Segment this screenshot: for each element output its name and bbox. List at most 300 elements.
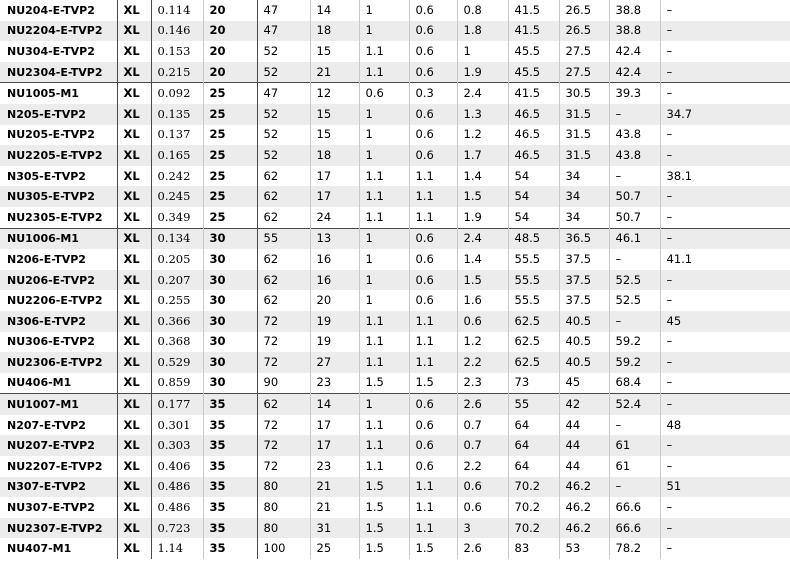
mass-cell: 0.303 xyxy=(151,435,203,456)
designation-cell: NU307-E-TVP2 xyxy=(0,497,117,518)
chamfer-r-cell: 1.5 xyxy=(359,518,409,539)
axial-displacement-cell: 2.3 xyxy=(457,373,508,394)
bore-cell: 35 xyxy=(203,456,257,477)
mass-cell: 0.245 xyxy=(151,186,203,207)
mass-cell: 0.486 xyxy=(151,497,203,518)
axial-displacement-cell: 2.2 xyxy=(457,456,508,477)
material-cell: XL xyxy=(117,207,151,228)
dimension-d1-cell: 46.1 xyxy=(609,228,660,249)
dimension-e1-cell: – xyxy=(666,127,673,142)
width-cell: 17 xyxy=(310,415,359,436)
mass-cell: 0.134 xyxy=(151,228,203,249)
mass-cell: 0.207 xyxy=(151,270,203,291)
chamfer-r1-cell: 0.6 xyxy=(409,62,457,83)
table-row xyxy=(0,394,790,415)
table-row xyxy=(0,104,790,125)
width-cell: 21 xyxy=(310,477,359,498)
mass-cell: 0.114 xyxy=(151,0,203,21)
dimension-e1-cell: – xyxy=(666,43,673,58)
material-cell: XL xyxy=(117,41,151,62)
mass-cell: 0.137 xyxy=(151,125,203,146)
dimension-f-cell: 26.5 xyxy=(559,0,609,21)
dimension-f-cell: 46.2 xyxy=(559,477,609,498)
dimension-e-cell: 70.2 xyxy=(508,477,559,498)
chamfer-r-cell: 1 xyxy=(359,290,409,311)
table-row xyxy=(0,477,790,498)
table-row xyxy=(0,249,790,270)
dimension-e-cell: 73 xyxy=(508,373,559,394)
dimension-d1-cell: 42.4 xyxy=(609,41,660,62)
dimension-e1-cell: 45 xyxy=(660,311,790,332)
chamfer-r-cell: 1.1 xyxy=(359,435,409,456)
mass-cell: 0.255 xyxy=(151,290,203,311)
table-row xyxy=(0,62,790,83)
material-cell: XL xyxy=(117,373,151,394)
axial-displacement-cell: 1.5 xyxy=(457,186,508,207)
dimension-f-cell: 27.5 xyxy=(559,62,609,83)
dimension-d1-cell: – xyxy=(609,415,660,436)
outer-diameter-cell: 62 xyxy=(257,166,310,187)
chamfer-r1-cell: 0.6 xyxy=(409,145,457,166)
mass-cell: 0.153 xyxy=(151,41,203,62)
bore-cell: 35 xyxy=(203,415,257,436)
dimension-e-cell: 41.5 xyxy=(508,21,559,42)
dimension-f-cell: 37.5 xyxy=(559,270,609,291)
designation-cell: NU1007-M1 xyxy=(0,394,117,415)
chamfer-r-cell: 1 xyxy=(359,104,409,125)
dimension-d1-cell: 50.7 xyxy=(609,207,660,228)
bore-cell: 30 xyxy=(203,228,257,249)
material-cell: XL xyxy=(117,186,151,207)
bore-cell: 25 xyxy=(203,83,257,104)
axial-displacement-cell: 0.7 xyxy=(457,415,508,436)
chamfer-r-cell: 1.1 xyxy=(359,207,409,228)
axial-displacement-cell: 1.7 xyxy=(457,145,508,166)
chamfer-r-cell: 1.1 xyxy=(359,166,409,187)
mass-cell: 0.301 xyxy=(151,415,203,436)
material-cell: XL xyxy=(117,62,151,83)
chamfer-r1-cell: 1.1 xyxy=(409,332,457,353)
bore-cell: 35 xyxy=(203,435,257,456)
dimension-e1-cell: – xyxy=(660,228,790,249)
dimension-f-cell: 31.5 xyxy=(559,145,609,166)
outer-diameter-cell: 72 xyxy=(257,435,310,456)
width-cell: 19 xyxy=(310,332,359,353)
bore-cell: 25 xyxy=(203,104,257,125)
dimension-d1-cell: – xyxy=(609,311,660,332)
dimension-e-cell: 55.5 xyxy=(508,290,559,311)
bore-cell: 30 xyxy=(203,290,257,311)
chamfer-r-cell: 1.1 xyxy=(359,415,409,436)
bore-cell: 30 xyxy=(203,249,257,270)
axial-displacement-cell: 1.2 xyxy=(457,332,508,353)
axial-displacement-cell: 1.5 xyxy=(457,270,508,291)
dimension-d1-cell: 66.6 xyxy=(609,518,660,539)
dimension-e-cell: 70.2 xyxy=(508,518,559,539)
mass-cell: 0.406 xyxy=(151,456,203,477)
designation-cell: NU207-E-TVP2 xyxy=(0,435,117,456)
bore-cell: 35 xyxy=(203,497,257,518)
dimension-e1-cell: – xyxy=(666,209,673,224)
dimension-f-cell: 37.5 xyxy=(559,249,609,270)
outer-diameter-cell: 80 xyxy=(257,518,310,539)
chamfer-r-cell: 1.5 xyxy=(359,497,409,518)
bore-cell: 30 xyxy=(203,332,257,353)
dimension-e1-cell: – xyxy=(660,270,790,291)
dimension-d1-cell: 68.4 xyxy=(609,373,660,394)
dimension-e1-cell: – xyxy=(660,145,790,166)
dimension-e1-cell: 48 xyxy=(666,417,682,432)
outer-diameter-cell: 62 xyxy=(257,290,310,311)
axial-displacement-cell: 1.6 xyxy=(457,290,508,311)
dimension-e-cell: 64 xyxy=(508,456,559,477)
table-row xyxy=(0,270,790,291)
dimension-e-cell: 45.5 xyxy=(508,41,559,62)
dimension-e1-cell: – xyxy=(666,334,673,349)
table-row xyxy=(0,41,790,62)
material-cell: XL xyxy=(117,477,151,498)
designation-cell: N305-E-TVP2 xyxy=(0,166,117,187)
dimension-f-cell: 53 xyxy=(559,538,609,559)
dimension-e-cell: 41.5 xyxy=(508,83,559,104)
designation-cell: N207-E-TVP2 xyxy=(0,415,117,436)
table-row xyxy=(0,145,790,166)
axial-displacement-cell: 1.9 xyxy=(457,207,508,228)
width-cell: 31 xyxy=(310,518,359,539)
mass-cell: 0.368 xyxy=(151,332,203,353)
chamfer-r-cell: 0.6 xyxy=(359,83,409,104)
dimension-e-cell: 62.5 xyxy=(508,352,559,373)
axial-displacement-cell: 1.9 xyxy=(457,62,508,83)
chamfer-r1-cell: 1.1 xyxy=(409,207,457,228)
chamfer-r-cell: 1.1 xyxy=(359,352,409,373)
chamfer-r1-cell: 0.6 xyxy=(409,104,457,125)
width-cell: 14 xyxy=(310,0,359,21)
chamfer-r1-cell: 0.6 xyxy=(409,0,457,21)
outer-diameter-cell: 52 xyxy=(257,104,310,125)
outer-diameter-cell: 80 xyxy=(257,497,310,518)
dimension-f-cell: 37.5 xyxy=(559,290,609,311)
axial-displacement-cell: 2.6 xyxy=(457,538,508,559)
chamfer-r1-cell: 1.1 xyxy=(409,477,457,498)
mass-cell: 0.092 xyxy=(151,83,203,104)
designation-cell: NU2307-E-TVP2 xyxy=(0,518,117,539)
material-cell: XL xyxy=(117,228,151,249)
chamfer-r1-cell: 1.5 xyxy=(409,373,457,394)
dimension-f-cell: 40.5 xyxy=(559,332,609,353)
outer-diameter-cell: 47 xyxy=(257,0,310,21)
material-cell: XL xyxy=(117,538,151,559)
dimension-e-cell: 45.5 xyxy=(508,62,559,83)
dimension-e1-cell: – xyxy=(666,541,673,556)
width-cell: 23 xyxy=(310,456,359,477)
chamfer-r1-cell: 0.6 xyxy=(409,228,457,249)
table-row xyxy=(0,290,790,311)
chamfer-r1-cell: 0.6 xyxy=(409,415,457,436)
dimension-f-cell: 34 xyxy=(559,207,609,228)
mass-cell: 1.14 xyxy=(151,538,203,559)
mass-cell: 0.177 xyxy=(151,394,203,415)
designation-cell: NU1006-M1 xyxy=(0,228,117,249)
table-row xyxy=(0,435,790,456)
dimension-f-cell: 34 xyxy=(559,166,609,187)
designation-cell: NU2206-E-TVP2 xyxy=(0,290,117,311)
axial-displacement-cell: 1.4 xyxy=(457,166,508,187)
axial-displacement-cell: 0.6 xyxy=(457,477,508,498)
material-cell: XL xyxy=(117,435,151,456)
dimension-e1-cell: – xyxy=(660,83,790,104)
material-cell: XL xyxy=(117,125,151,146)
chamfer-r-cell: 1.1 xyxy=(359,311,409,332)
dimension-e1-cell: – xyxy=(660,518,790,539)
chamfer-r1-cell: 0.6 xyxy=(409,21,457,42)
dimension-e1-cell: – xyxy=(660,352,790,373)
chamfer-r1-cell: 0.6 xyxy=(409,394,457,415)
mass-cell: 0.165 xyxy=(151,145,203,166)
dimension-d1-cell: 38.8 xyxy=(609,0,660,21)
table-row xyxy=(0,332,790,353)
chamfer-r-cell: 1.5 xyxy=(359,477,409,498)
bore-cell: 20 xyxy=(203,62,257,83)
designation-cell: NU2207-E-TVP2 xyxy=(0,456,117,477)
axial-displacement-cell: 0.6 xyxy=(457,311,508,332)
material-cell: XL xyxy=(117,83,151,104)
dimension-f-cell: 40.5 xyxy=(559,352,609,373)
dimension-f-cell: 46.2 xyxy=(559,497,609,518)
table-row xyxy=(0,456,790,477)
dimension-f-cell: 36.5 xyxy=(559,228,609,249)
table-row xyxy=(0,83,790,104)
axial-displacement-cell: 0.7 xyxy=(457,435,508,456)
chamfer-r-cell: 1 xyxy=(359,145,409,166)
material-cell: XL xyxy=(117,497,151,518)
bore-cell: 35 xyxy=(203,518,257,539)
chamfer-r1-cell: 1.1 xyxy=(409,352,457,373)
dimension-e-cell: 41.5 xyxy=(508,0,559,21)
table-row xyxy=(0,228,790,249)
mass-cell: 0.529 xyxy=(151,352,203,373)
table-row xyxy=(0,125,790,146)
dimension-d1-cell: 59.2 xyxy=(609,332,660,353)
bore-cell: 20 xyxy=(203,21,257,42)
chamfer-r1-cell: 0.6 xyxy=(409,125,457,146)
material-cell: XL xyxy=(117,21,151,42)
axial-displacement-cell: 1.2 xyxy=(457,125,508,146)
axial-displacement-cell: 2.6 xyxy=(457,394,508,415)
outer-diameter-cell: 52 xyxy=(257,41,310,62)
dimension-e1-cell: 38.1 xyxy=(666,168,693,183)
material-cell: XL xyxy=(117,518,151,539)
chamfer-r1-cell: 0.6 xyxy=(409,456,457,477)
chamfer-r-cell: 1.1 xyxy=(359,332,409,353)
outer-diameter-cell: 62 xyxy=(257,270,310,291)
chamfer-r-cell: 1.5 xyxy=(359,538,409,559)
designation-cell: NU305-E-TVP2 xyxy=(0,186,117,207)
chamfer-r-cell: 1.1 xyxy=(359,62,409,83)
dimension-e-cell: 54 xyxy=(508,207,559,228)
designation-cell: N205-E-TVP2 xyxy=(0,104,117,125)
width-cell: 15 xyxy=(310,125,359,146)
outer-diameter-cell: 62 xyxy=(257,207,310,228)
axial-displacement-cell: 2.4 xyxy=(457,228,508,249)
width-cell: 15 xyxy=(310,41,359,62)
dimension-d1-cell: 39.3 xyxy=(609,83,660,104)
bore-cell: 35 xyxy=(203,477,257,498)
designation-cell: NU407-M1 xyxy=(0,538,117,559)
dimension-f-cell: 26.5 xyxy=(559,21,609,42)
outer-diameter-cell: 80 xyxy=(257,477,310,498)
chamfer-r-cell: 1 xyxy=(359,249,409,270)
material-cell: XL xyxy=(117,145,151,166)
dimension-d1-cell: 43.8 xyxy=(609,125,660,146)
dimension-f-cell: 44 xyxy=(559,456,609,477)
dimension-f-cell: 45 xyxy=(559,373,609,394)
material-cell: XL xyxy=(117,270,151,291)
axial-displacement-cell: 1.3 xyxy=(457,104,508,125)
chamfer-r1-cell: 0.3 xyxy=(409,83,457,104)
designation-cell: NU306-E-TVP2 xyxy=(0,332,117,353)
chamfer-r-cell: 1 xyxy=(359,0,409,21)
table-row xyxy=(0,373,790,394)
chamfer-r1-cell: 0.6 xyxy=(409,41,457,62)
dimension-e-cell: 55 xyxy=(508,394,559,415)
material-cell: XL xyxy=(117,104,151,125)
dimension-e-cell: 54 xyxy=(508,186,559,207)
table-row xyxy=(0,207,790,228)
outer-diameter-cell: 47 xyxy=(257,21,310,42)
width-cell: 17 xyxy=(310,166,359,187)
dimension-f-cell: 44 xyxy=(559,435,609,456)
outer-diameter-cell: 72 xyxy=(257,352,310,373)
width-cell: 21 xyxy=(310,62,359,83)
dimension-d1-cell: – xyxy=(609,249,660,270)
dimension-e-cell: 83 xyxy=(508,538,559,559)
material-cell: XL xyxy=(117,0,151,21)
material-cell: XL xyxy=(117,394,151,415)
designation-cell: NU205-E-TVP2 xyxy=(0,125,117,146)
material-cell: XL xyxy=(117,290,151,311)
bore-cell: 25 xyxy=(203,125,257,146)
designation-cell: N206-E-TVP2 xyxy=(0,249,117,270)
bore-cell: 25 xyxy=(203,186,257,207)
dimension-e1-cell: – xyxy=(666,375,673,390)
width-cell: 16 xyxy=(310,249,359,270)
chamfer-r1-cell: 0.6 xyxy=(409,290,457,311)
axial-displacement-cell: 2.2 xyxy=(457,352,508,373)
dimension-e1-cell: – xyxy=(666,2,673,17)
table-row xyxy=(0,352,790,373)
dimension-e1-cell: – xyxy=(660,62,790,83)
chamfer-r-cell: 1 xyxy=(359,228,409,249)
dimension-d1-cell: 50.7 xyxy=(609,186,660,207)
dimension-d1-cell: 61 xyxy=(609,435,660,456)
width-cell: 24 xyxy=(310,207,359,228)
chamfer-r-cell: 1.5 xyxy=(359,373,409,394)
mass-cell: 0.723 xyxy=(151,518,203,539)
dimension-f-cell: 42 xyxy=(559,394,609,415)
chamfer-r-cell: 1 xyxy=(359,394,409,415)
bore-cell: 25 xyxy=(203,145,257,166)
dimension-d1-cell: 59.2 xyxy=(609,352,660,373)
width-cell: 13 xyxy=(310,228,359,249)
axial-displacement-cell: 0.8 xyxy=(457,0,508,21)
dimension-d1-cell: 42.4 xyxy=(609,62,660,83)
chamfer-r1-cell: 1.1 xyxy=(409,518,457,539)
dimension-f-cell: 27.5 xyxy=(559,41,609,62)
width-cell: 17 xyxy=(310,435,359,456)
axial-displacement-cell: 0.6 xyxy=(457,497,508,518)
dimension-f-cell: 40.5 xyxy=(559,311,609,332)
bore-cell: 20 xyxy=(203,41,257,62)
dimension-f-cell: 46.2 xyxy=(559,518,609,539)
mass-cell: 0.349 xyxy=(151,207,203,228)
outer-diameter-cell: 52 xyxy=(257,145,310,166)
dimension-d1-cell: 61 xyxy=(609,456,660,477)
chamfer-r-cell: 1 xyxy=(359,125,409,146)
designation-cell: NU304-E-TVP2 xyxy=(0,41,117,62)
bore-cell: 20 xyxy=(203,0,257,21)
axial-displacement-cell: 3 xyxy=(457,518,508,539)
mass-cell: 0.205 xyxy=(151,249,203,270)
width-cell: 25 xyxy=(310,538,359,559)
dimension-e-cell: 46.5 xyxy=(508,145,559,166)
dimension-f-cell: 34 xyxy=(559,186,609,207)
outer-diameter-cell: 72 xyxy=(257,456,310,477)
chamfer-r-cell: 1 xyxy=(359,270,409,291)
table-row xyxy=(0,415,790,436)
mass-cell: 0.242 xyxy=(151,166,203,187)
table-row xyxy=(0,166,790,187)
chamfer-r1-cell: 1.1 xyxy=(409,186,457,207)
width-cell: 17 xyxy=(310,186,359,207)
dimension-e1-cell: 34.7 xyxy=(660,104,790,125)
dimension-e1-cell: – xyxy=(666,458,673,473)
dimension-e-cell: 46.5 xyxy=(508,104,559,125)
width-cell: 20 xyxy=(310,290,359,311)
chamfer-r-cell: 1.1 xyxy=(359,456,409,477)
mass-cell: 0.486 xyxy=(151,477,203,498)
designation-cell: NU2205-E-TVP2 xyxy=(0,145,117,166)
chamfer-r1-cell: 1.1 xyxy=(409,497,457,518)
chamfer-r-cell: 1 xyxy=(359,21,409,42)
dimension-e1-cell: – xyxy=(660,21,790,42)
bore-cell: 35 xyxy=(203,538,257,559)
outer-diameter-cell: 90 xyxy=(257,373,310,394)
dimension-e1-cell: – xyxy=(660,186,790,207)
outer-diameter-cell: 47 xyxy=(257,83,310,104)
dimension-e-cell: 46.5 xyxy=(508,125,559,146)
bore-cell: 25 xyxy=(203,166,257,187)
material-cell: XL xyxy=(117,415,151,436)
material-cell: XL xyxy=(117,249,151,270)
designation-cell: N306-E-TVP2 xyxy=(0,311,117,332)
dimension-e-cell: 55.5 xyxy=(508,270,559,291)
outer-diameter-cell: 72 xyxy=(257,415,310,436)
dimension-d1-cell: – xyxy=(609,477,660,498)
dimension-f-cell: 31.5 xyxy=(559,104,609,125)
outer-diameter-cell: 52 xyxy=(257,62,310,83)
table-row xyxy=(0,538,790,559)
bore-cell: 30 xyxy=(203,311,257,332)
dimension-d1-cell: 38.8 xyxy=(609,21,660,42)
width-cell: 15 xyxy=(310,104,359,125)
designation-cell: NU406-M1 xyxy=(0,373,117,394)
dimension-e1-cell: 41.1 xyxy=(666,251,693,266)
dimension-e1-cell: – xyxy=(666,293,673,308)
dimension-e-cell: 62.5 xyxy=(508,311,559,332)
material-cell: XL xyxy=(117,456,151,477)
bore-cell: 30 xyxy=(203,373,257,394)
